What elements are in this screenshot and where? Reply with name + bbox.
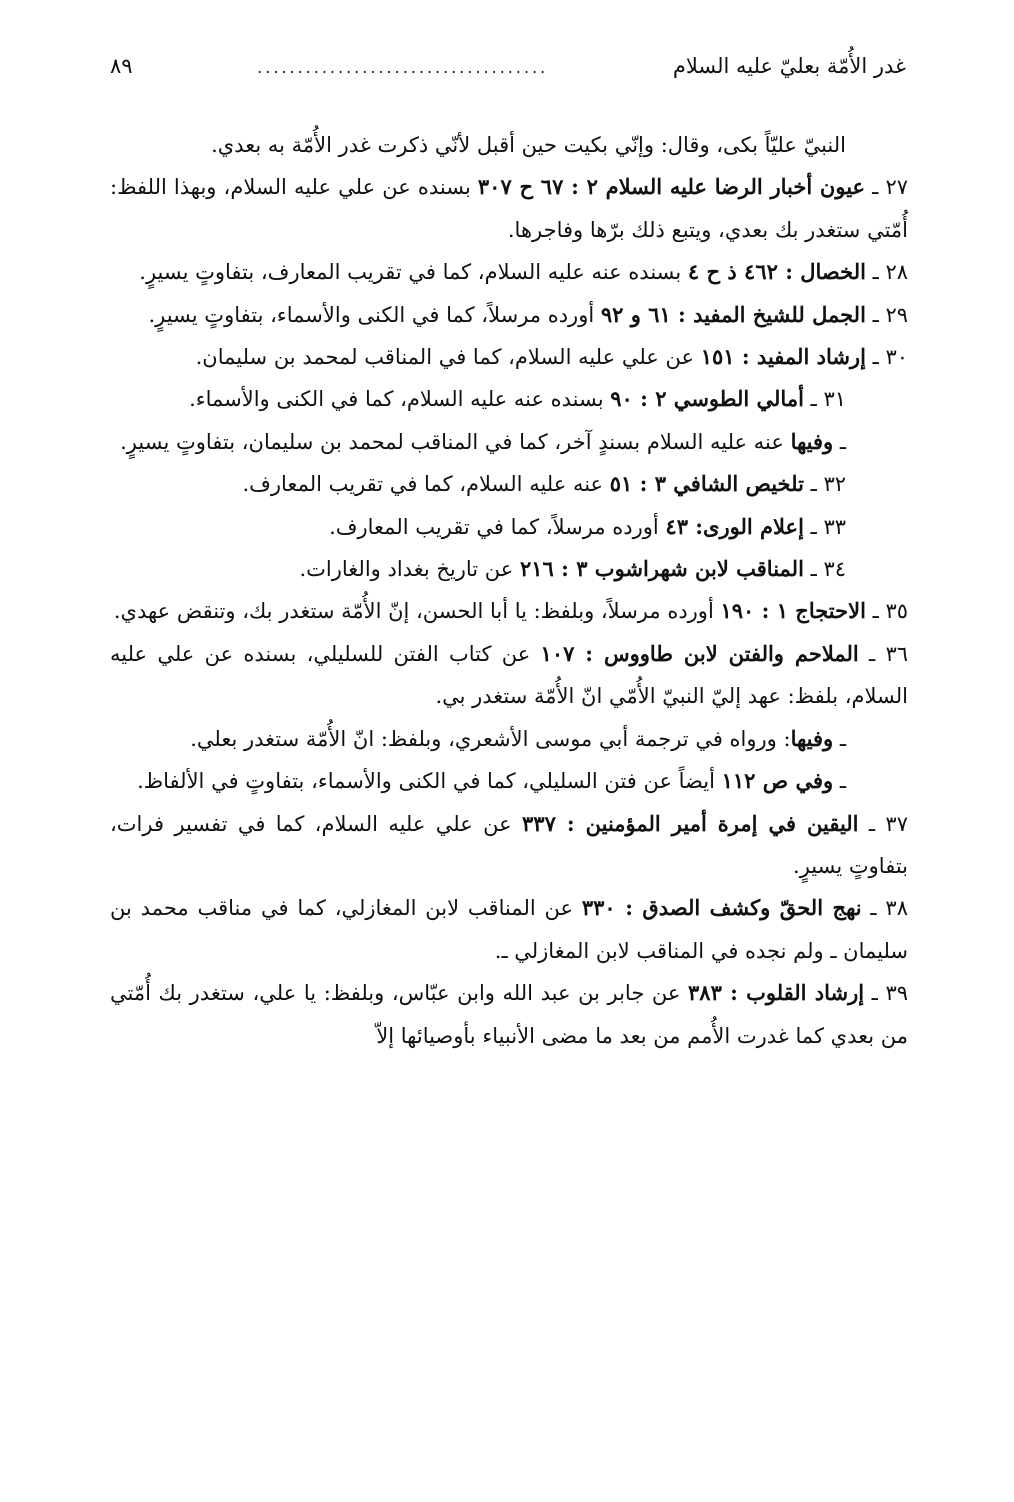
source-title: وفيها	[790, 428, 834, 454]
entry-number: ٣٠ ـ	[865, 345, 908, 370]
reference-entry	[110, 124, 908, 166]
entry-number: ٣٢ ـ	[803, 472, 846, 497]
running-title: غدر الأُمّة بعليّ عليه السلام	[672, 54, 906, 78]
entry-number: ٣٣ ـ	[803, 514, 846, 539]
reference-entry	[110, 336, 908, 378]
reference-entry	[110, 251, 908, 293]
source-title: الخصال : ٤٦٢ ذ ح ٤	[687, 259, 866, 285]
reference-entry	[110, 972, 908, 1057]
entry-text: النبيّ عليّاً بكى، وقال: وإنّي بكيت حين أقبل لأنّي ذكرت غدر الأُمّة به بعدي.	[211, 133, 846, 157]
entry-text: أيضاً عن فتن السليلي، كما في الكنى والأسماء، بتفاوتٍ في الألفاظ.	[137, 769, 722, 794]
entry-text: بسنده عنه عليه السلام، كما في الكنى والأسماء.	[189, 387, 611, 412]
entry-number: ـ	[833, 429, 846, 454]
reference-entry	[110, 718, 908, 760]
source-title: الملاحم والفتن لابن طاووس : ١٠٧	[540, 640, 859, 666]
entry-text: عن تاريخ بغداد والغارات.	[299, 557, 520, 582]
reference-entry	[110, 590, 908, 632]
reference-entry	[110, 166, 908, 251]
entry-number: ٢٨ ـ	[865, 260, 908, 285]
source-title: عيون أخبار الرضا عليه السلام ٢ : ٦٧ ح ٣٠٧	[477, 174, 866, 200]
source-title: أمالي الطوسي ٢ : ٩٠	[610, 386, 804, 412]
source-title: المناقب لابن شهراشوب ٣ : ٢١٦	[520, 556, 804, 582]
entry-text: أورده مرسلاً، كما في تقريب المعارف.	[329, 514, 666, 539]
reference-entry	[110, 421, 908, 463]
reference-entry	[110, 548, 908, 590]
entry-text: بسنده عن علي عليه السلام، وبهذا اللفظ: أُمّتي ستغدر بك بعدي، ويتبع ذلك برّها وفاجرها.	[110, 175, 908, 242]
entry-text: عن المناقب لابن المغازلي، كما في مناقب محمد بن سليمان ـ ولم نجده في المناقب لابن المغازلي ـ.	[110, 896, 908, 963]
source-title: اليقين في إمرة أمير المؤمنين : ٣٣٧	[522, 810, 859, 836]
entry-number: ٣٥ ـ	[865, 599, 908, 624]
source-title: تلخيص الشافي ٣ : ٥١	[609, 471, 804, 497]
entry-text: أورده مرسلاً، كما في الكنى والأسماء، بتفاوتٍ يسيرٍ.	[148, 302, 601, 327]
entry-text: عن علي عليه السلام، كما في تفسير فرات، بتفاوتٍ يسيرٍ.	[110, 811, 908, 878]
source-title: الاحتجاج ١ : ١٩٠	[720, 598, 866, 624]
reference-entry	[110, 294, 908, 336]
running-header	[110, 54, 906, 94]
entry-number: ٢٩ ـ	[865, 302, 908, 327]
entry-number: ٣٨ ـ	[861, 896, 908, 921]
reference-entry	[110, 887, 908, 972]
entry-text: أورده مرسلاً، وبلفظ: يا أبا الحسن، إنّ الأُمّة ستغدر بك، وتنقض عهدي.	[113, 599, 721, 624]
entry-number: ٣٧ ـ	[858, 811, 908, 836]
entry-text: : ورواه في ترجمة أبي موسى الأشعري، وبلفظ: انّ الأُمّة ستغدر بعلي.	[190, 726, 791, 751]
source-title: إرشاد المفيد : ١٥١	[700, 344, 866, 370]
entry-number: ـ	[833, 726, 846, 751]
entry-number: ٢٧ ـ	[865, 175, 909, 200]
reference-entry	[110, 633, 908, 718]
entry-text: بسنده عنه عليه السلام، كما في تقريب المعارف، بتفاوتٍ يسيرٍ.	[139, 260, 688, 285]
source-title: نهج الحقّ وكشف الصدق : ٣٣٠	[581, 895, 862, 921]
reference-entry	[110, 803, 908, 888]
source-title: إعلام الورى: ٤٣	[665, 513, 804, 539]
entry-number: ٣٦ ـ	[858, 641, 909, 666]
reference-entry	[110, 760, 908, 802]
entry-number: ـ	[833, 769, 846, 794]
entry-number: ٣٩ ـ	[864, 981, 908, 1006]
entry-number: ٣٤ ـ	[803, 557, 846, 582]
source-title: وفي ص ١١٢	[721, 768, 834, 794]
source-title: وفيها	[790, 725, 834, 751]
reference-entry	[110, 463, 908, 505]
entry-text: عنه عليه السلام بسندٍ آخر، كما في المناقب لمحمد بن سليمان، بتفاوتٍ يسيرٍ.	[120, 429, 791, 454]
dotted-leader: ....................................	[257, 58, 549, 77]
reference-entry	[110, 506, 908, 548]
entry-text: عن جابر بن عبد الله وابن عبّاس، وبلفظ: يا علي، ستغدر بك أُمّتي من بعدي كما غدرت الأُمم من بعد ما مضى الأنبياء بأوصيائها إلاّ	[110, 981, 908, 1048]
entry-text: عنه عليه السلام، كما في تقريب المعارف.	[242, 472, 610, 497]
entry-number: ٣١ ـ	[803, 387, 846, 412]
source-title: إرشاد القلوب : ٣٨٣	[688, 980, 865, 1006]
body-text	[110, 124, 908, 1057]
entry-text: عن علي عليه السلام، كما في المناقب لمحمد بن سليمان.	[195, 345, 701, 370]
entry-text: عن كتاب الفتن للسليلي، بسنده عن علي عليه السلام، بلفظ: عهد إليّ النبيّ الأُمّي انّ الأُمّة ستغدر بي.	[110, 641, 908, 709]
page-number: ٨٩	[110, 54, 133, 78]
reference-entry	[110, 378, 908, 420]
source-title: الجمل للشيخ المفيد : ٦١ و ٩٢	[600, 301, 866, 327]
